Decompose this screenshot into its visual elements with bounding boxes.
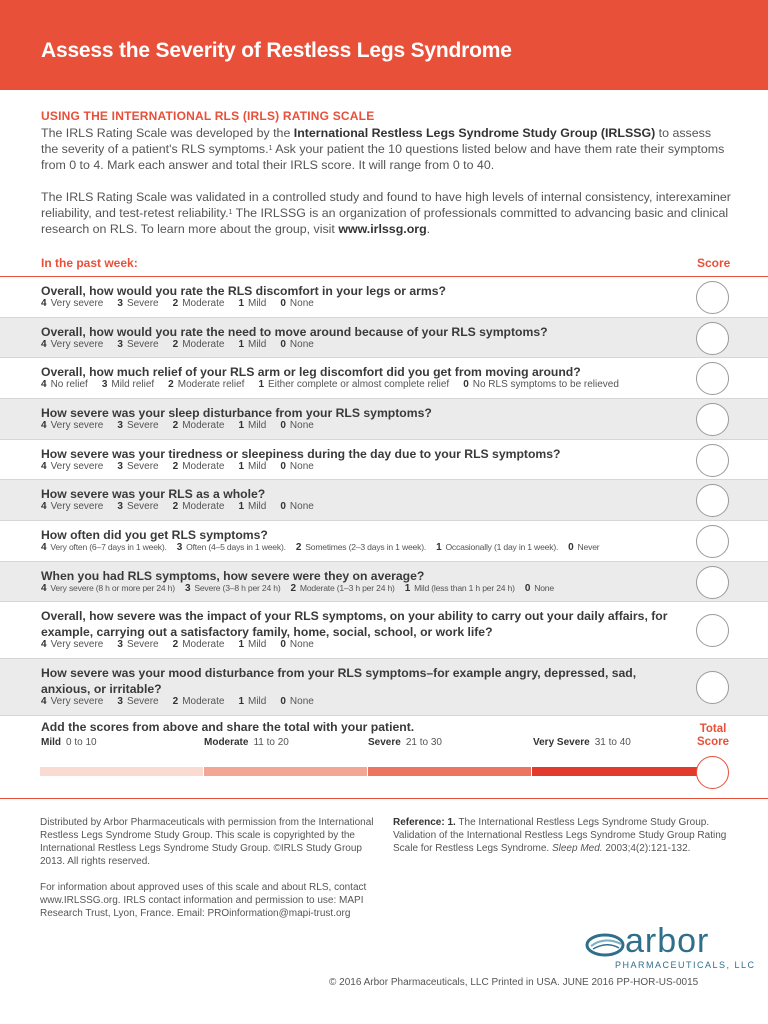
option-label: Occasionally (1 day in 1 week). [445, 542, 559, 552]
severity-range [41, 737, 97, 748]
severity-bar-segment [532, 767, 698, 776]
option-label: Moderate [182, 461, 225, 472]
answer-option [525, 583, 554, 593]
answer-option [568, 542, 599, 552]
option-score: 0 [280, 501, 286, 512]
option-label: Severe [126, 696, 159, 707]
option-label: Moderate [182, 339, 225, 350]
option-label: Mild [248, 298, 267, 309]
answer-option [41, 696, 103, 707]
question-row [0, 659, 768, 716]
option-label: Mild (less than 1 h per 24 h) [414, 583, 515, 593]
reference-text: The International Restless Legs Syndrome Study Group. Validation of the International Restless Legs Syndrome Study Group Rating Scale for Restless Legs Syndrome. [393, 817, 727, 854]
option-score: 2 [168, 379, 174, 390]
question-text: How severe was your tiredness or sleepiness during the day due to your RLS symptoms? [41, 447, 561, 461]
answer-options [41, 696, 328, 707]
option-score: 0 [568, 542, 574, 553]
answer-options [41, 501, 328, 512]
answer-option [168, 379, 244, 390]
option-score: 0 [463, 379, 469, 390]
option-label: Severe [126, 639, 159, 650]
option-label: Never [577, 542, 600, 552]
option-label: None [289, 696, 314, 707]
option-score: 0 [280, 639, 286, 650]
severity-name: Severe [368, 737, 401, 748]
question-text: How severe was your mood disturbance from your RLS symptoms–for example angry, depressed, sad, anxious, or irritable? [41, 666, 637, 696]
answer-option [41, 639, 103, 650]
answer-option [41, 583, 175, 593]
score-circle[interactable] [696, 403, 729, 436]
answer-option [41, 461, 103, 472]
severity-ranges [0, 737, 700, 751]
option-score: 2 [172, 461, 179, 472]
answer-options [41, 298, 328, 309]
answer-option [238, 339, 266, 350]
option-label: Severe [126, 501, 159, 512]
question-text: How severe was your RLS as a whole? [41, 487, 266, 501]
answer-option [238, 420, 266, 431]
option-score: 1 [436, 542, 442, 553]
option-label: Severe (3–8 h per 24 h) [194, 583, 281, 593]
footer-copyright-note: Distributed by Arbor Pharmaceuticals with permission from the International Restless Legs Syndrome Study Group. This scale is copyrighted by the International Restless Legs Syndrome Study Group. ©IRLS Study Group 2013. All rights reserved. [40, 817, 374, 867]
score-circle[interactable] [696, 444, 729, 477]
answer-option [296, 542, 426, 552]
question-row [0, 277, 768, 318]
intro-text: The IRLS Rating Scale was validated in a controlled study and found to have high levels of internal consistency, interexaminer reliability, and test-retest reliability. [41, 190, 731, 220]
answer-option [173, 461, 225, 472]
option-label: Severe [126, 420, 159, 431]
option-score: 1 [404, 583, 411, 594]
option-score: 0 [524, 583, 531, 594]
option-label: Severe [126, 298, 159, 309]
answer-option [117, 339, 158, 350]
option-label: Very severe [50, 696, 104, 707]
question-text: How often did you get RLS symptoms? [41, 528, 268, 542]
option-label: Very severe [50, 420, 104, 431]
intro-heading: USING THE INTERNATIONAL RLS (IRLS) RATING SCALE [41, 109, 375, 123]
answer-option [117, 298, 158, 309]
answer-option [41, 501, 103, 512]
option-score: 0 [280, 420, 286, 431]
divider [0, 798, 768, 799]
answer-option [173, 501, 225, 512]
reference-label: Reference: 1. [393, 817, 456, 828]
option-score: 0 [280, 339, 286, 350]
option-score: 1 [238, 420, 244, 431]
past-week-label: In the past week: [41, 256, 138, 270]
footer-contact-note: For information about approved uses of this scale and about RLS, contact www.IRLSSG.org. IRLS contact information and permission to use: MAPI Research Trust, Lyon, France. Email: PROinformation@mapi-trust.org [40, 882, 367, 919]
option-label: Mild [248, 420, 267, 431]
answer-option [41, 542, 167, 552]
option-label: Either complete or almost complete relief [268, 379, 450, 390]
option-label: Sometimes (2–3 days in 1 week). [305, 542, 427, 552]
answer-option [173, 420, 225, 431]
score-circle[interactable] [696, 362, 729, 395]
answer-option [280, 501, 313, 512]
option-label: Often (4–5 days in 1 week). [186, 542, 286, 552]
option-label: Severe [126, 461, 159, 472]
option-label: Mild [248, 639, 267, 650]
answer-option [238, 298, 266, 309]
option-score: 3 [117, 639, 123, 650]
irlssg-name: International Restless Legs Syndrome Study Group (IRLSSG) [293, 126, 656, 140]
answer-option [280, 639, 313, 650]
answer-option [463, 379, 619, 390]
option-label: Mild [248, 461, 267, 472]
question-row [0, 562, 768, 602]
severity-bar-segment [40, 767, 203, 776]
option-label: Very severe [50, 461, 104, 472]
option-score: 3 [117, 501, 123, 512]
intro-text: . [426, 222, 431, 236]
option-label: Very often (6–7 days in 1 week). [50, 542, 167, 552]
intro-text: to assess the severity of a patient's RLS symptoms. [41, 126, 712, 156]
severity-name: Mild [41, 737, 61, 748]
option-label: Moderate [182, 696, 225, 707]
option-score: 2 [172, 501, 179, 512]
answer-options [41, 379, 633, 390]
option-score: 1 [238, 461, 244, 472]
answer-option [185, 583, 281, 593]
option-label: None [289, 639, 314, 650]
option-score: 2 [172, 639, 179, 650]
intro-text: The IRLS Rating Scale was developed by the [41, 126, 294, 140]
option-label: Mild relief [111, 379, 155, 390]
answer-option [290, 583, 394, 593]
answer-options [41, 639, 328, 650]
answer-options [41, 420, 328, 431]
page-title: Assess the Severity of Restless Legs Syndrome [41, 39, 512, 62]
footnote-marker: 1 [268, 145, 273, 152]
option-label: Mild [248, 501, 267, 512]
irlssg-link[interactable]: www.irlssg.org [338, 222, 427, 236]
option-score: 3 [117, 696, 123, 707]
option-score: 2 [172, 339, 179, 350]
option-label: None [289, 461, 314, 472]
copyright-line: © 2016 Arbor Pharmaceuticals, LLC Printed in USA. JUNE 2016 PP-HOR-US-0015 [329, 977, 699, 988]
footer-distribution [40, 816, 385, 920]
answer-option [280, 298, 313, 309]
total-label-line: Score [697, 736, 729, 748]
logo-wordmark: arbor [625, 922, 710, 960]
option-label: Very severe [50, 339, 104, 350]
question-row [0, 480, 768, 521]
option-score: 1 [238, 501, 244, 512]
option-score: 2 [290, 583, 296, 594]
severity-range-values: 21 to 30 [405, 737, 442, 748]
option-score: 4 [41, 583, 47, 594]
question-text: Overall, how would you rate the need to move around because of your RLS symptoms? [41, 325, 548, 339]
score-column-header: Score [697, 256, 731, 270]
score-circle[interactable] [696, 525, 729, 558]
answer-option [238, 461, 266, 472]
answer-options [41, 461, 328, 472]
option-score: 4 [41, 420, 47, 431]
reference-citation: 2003;4(2):121-132. [602, 843, 691, 854]
intro-paragraph-1 [41, 125, 731, 173]
option-label: None [289, 339, 314, 350]
score-circle[interactable] [696, 566, 729, 599]
intro-paragraph-2 [41, 189, 731, 237]
option-label: Severe [126, 339, 159, 350]
option-score: 2 [295, 542, 302, 553]
severity-range [204, 737, 289, 748]
arbor-logo [585, 922, 756, 972]
score-circle[interactable] [696, 322, 729, 355]
score-circle[interactable] [696, 281, 729, 314]
answer-option [117, 501, 158, 512]
footnote-marker: 1 [228, 209, 233, 216]
answer-option [238, 696, 266, 707]
question-row [0, 602, 768, 659]
option-label: No RLS symptoms to be relieved [472, 379, 619, 390]
option-score: 2 [172, 298, 179, 309]
answer-option [41, 298, 103, 309]
score-circle[interactable] [696, 614, 729, 647]
option-label: Mild [248, 696, 267, 707]
option-label: None [289, 420, 314, 431]
option-label: No relief [50, 379, 88, 390]
answer-option [41, 339, 103, 350]
intro-text: The IRLSSG is an organization of professionals committed to advancing basic and clinical research on RLS. To learn more about the group, visit [41, 206, 729, 236]
question-text: When you had RLS symptoms, how severe were they on average? [41, 569, 425, 583]
answer-option [280, 696, 313, 707]
option-score: 3 [117, 339, 123, 350]
score-circle[interactable] [696, 671, 729, 704]
option-score: 1 [238, 339, 244, 350]
score-circle[interactable] [696, 484, 729, 517]
option-score: 3 [117, 461, 123, 472]
question-text: Overall, how would you rate the RLS discomfort in your legs or arms? [41, 284, 446, 298]
answer-option [258, 379, 449, 390]
question-row [0, 399, 768, 440]
option-score: 3 [117, 298, 123, 309]
answer-option [238, 639, 266, 650]
total-score-label [690, 723, 736, 749]
question-row [0, 440, 768, 480]
option-score: 1 [238, 639, 244, 650]
option-score: 4 [41, 298, 47, 309]
option-label: Very severe [50, 639, 104, 650]
reference-journal: Sleep Med. [551, 843, 603, 854]
option-score: 0 [280, 696, 286, 707]
option-label: Moderate relief [177, 379, 245, 390]
option-score: 4 [41, 379, 47, 390]
option-label: Moderate [182, 501, 225, 512]
answer-options [41, 583, 564, 594]
answer-option [280, 339, 313, 350]
answer-options [41, 542, 609, 553]
option-label: None [289, 298, 314, 309]
option-label: Very severe (8 h or more per 24 h) [50, 583, 175, 593]
severity-bar-segment [204, 767, 367, 776]
question-text: Overall, how severe was the impact of your RLS symptoms, on your ability to carry out your daily affairs, for example, carrying out a satisfactory family, home, social, school, or work life? [41, 609, 668, 639]
answer-option [173, 298, 225, 309]
option-score: 3 [184, 583, 191, 594]
intro-text: Ask your patient the 10 questions listed below and have them rate their symptoms from 0 to 4. Mark each answer and total their IRLS score. It will range from 0 to 40. [41, 142, 725, 172]
option-label: None [534, 583, 554, 593]
option-label: Very severe [50, 298, 104, 309]
severity-range [533, 737, 631, 748]
answer-option [173, 639, 225, 650]
answer-option [41, 420, 103, 431]
option-score: 3 [117, 420, 123, 431]
option-score: 4 [41, 461, 47, 472]
option-score: 2 [172, 696, 179, 707]
option-score: 4 [41, 639, 47, 650]
total-section [0, 716, 768, 792]
option-score: 1 [258, 379, 264, 390]
answer-option [280, 420, 313, 431]
answer-option [177, 542, 286, 552]
severity-name: Moderate [204, 737, 249, 748]
total-instruction: Add the scores from above and share the total with your patient. [41, 720, 415, 734]
option-label: Moderate (1–3 h per 24 h) [299, 583, 395, 593]
option-score: 4 [41, 696, 47, 707]
question-row [0, 318, 768, 358]
answer-option [405, 583, 515, 593]
header-banner [0, 0, 768, 90]
answer-option [173, 696, 225, 707]
severity-range-values: 0 to 10 [66, 737, 97, 748]
answer-option [117, 639, 158, 650]
option-score: 0 [280, 298, 286, 309]
question-row [0, 358, 768, 399]
severity-bar-segment [368, 767, 531, 776]
option-label: None [289, 501, 314, 512]
total-label-line: Total [699, 723, 727, 735]
answer-option [280, 461, 313, 472]
option-label: Very severe [50, 501, 104, 512]
option-score: 4 [41, 501, 47, 512]
severity-range-values: 31 to 40 [594, 737, 631, 748]
answer-options [41, 339, 328, 350]
option-score: 0 [280, 461, 286, 472]
option-score: 1 [238, 298, 244, 309]
logo-subtitle: PHARMACEUTICALS, LLC [615, 960, 756, 970]
answer-option [117, 696, 158, 707]
answer-option [117, 420, 158, 431]
question-text: How severe was your sleep disturbance from your RLS symptoms? [41, 406, 432, 420]
answer-option [238, 501, 266, 512]
footer-reference [393, 816, 733, 855]
arbor-swoosh-icon [585, 932, 629, 958]
answer-option [117, 461, 158, 472]
answer-option [436, 542, 558, 552]
answer-option [102, 379, 154, 390]
option-label: Moderate [182, 420, 225, 431]
intro-section [41, 108, 731, 237]
total-score-circle[interactable] [696, 756, 729, 789]
option-score: 2 [172, 420, 179, 431]
question-row [0, 521, 768, 562]
answer-option [173, 339, 225, 350]
severity-range-values: 11 to 20 [253, 737, 289, 748]
option-score: 3 [101, 379, 108, 390]
severity-range [368, 737, 442, 748]
option-label: Mild [248, 339, 267, 350]
option-label: Moderate [182, 298, 225, 309]
option-label: Moderate [182, 639, 225, 650]
severity-name: Very Severe [533, 737, 590, 748]
option-score: 1 [238, 696, 244, 707]
question-text: Overall, how much relief of your RLS arm or leg discomfort did you get from moving around? [41, 365, 581, 379]
answer-option [41, 379, 88, 390]
option-score: 4 [41, 542, 47, 553]
option-score: 4 [41, 339, 47, 350]
option-score: 3 [176, 542, 183, 553]
